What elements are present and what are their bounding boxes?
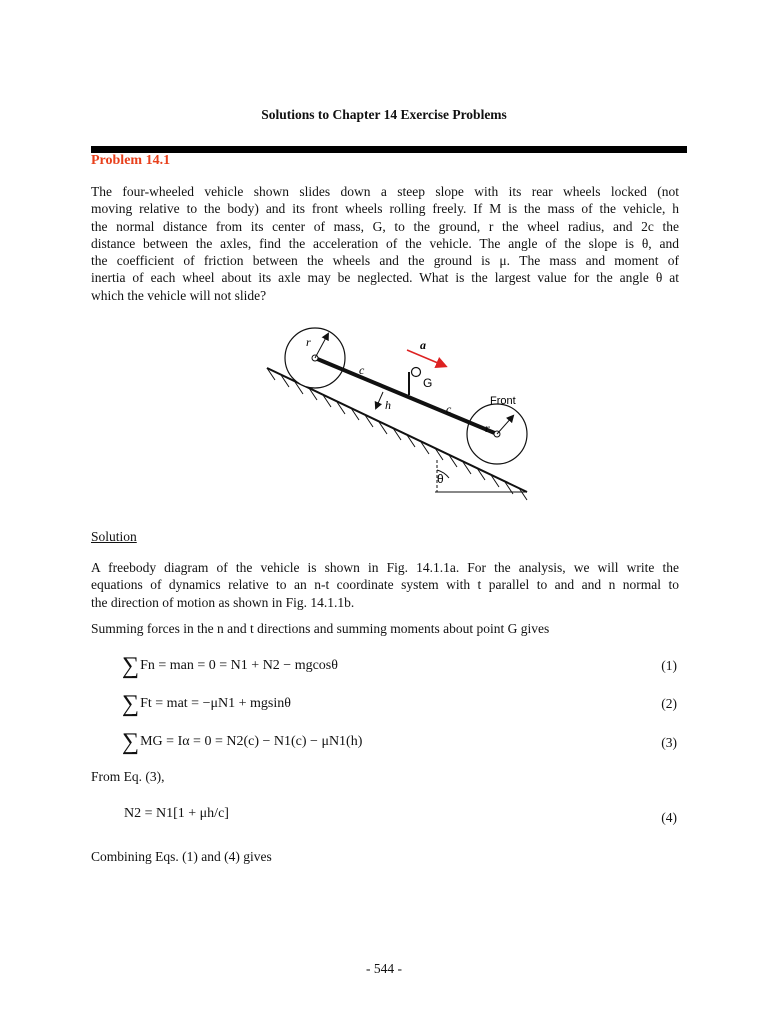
solution-intro <box>91 559 679 611</box>
problem-line: distance between the axles, find the acceleration of the vehicle. The angle of the slope is θ, and <box>91 235 679 251</box>
problem-line: inertia of each wheel about its axle may be neglected. What is the largest value for the angle θ at <box>91 270 679 286</box>
equation-4 <box>124 806 229 822</box>
center-of-mass <box>412 368 421 377</box>
equation-1 <box>122 653 338 680</box>
problem-heading: Problem 14.1 <box>91 153 171 168</box>
solution-heading: Solution <box>91 529 137 544</box>
theta-label: θ <box>437 472 444 486</box>
vehicle-slope-figure <box>255 320 545 510</box>
solution-line: equations of dynamics relative to an n-t coordinate system with t parallel to and and n normal to <box>91 577 679 593</box>
combining-text: Combining Eqs. (1) and (4) gives <box>91 849 272 864</box>
heading-rule <box>91 146 687 153</box>
problem-line: the normal distance from its center of mass, G, to the ground, r the wheel radius, and 2c the <box>91 218 679 234</box>
summing-text: Summing forces in the n and t directions and summing moments about point G gives <box>91 621 550 636</box>
page-number: - 544 - <box>366 961 402 976</box>
equation-4-text: N2 = N1[1 + μh/c] <box>124 806 229 821</box>
problem-line: moving relative to the body) and its front wheels rolling freely. If M is the mass of the vehicle, h <box>91 201 679 217</box>
page-title: Solutions to Chapter 14 Exercise Problems <box>261 107 507 122</box>
rear-radius-label: r <box>306 335 311 349</box>
equation-2-text: Ft = mat = −μN1 + mgsinθ <box>140 696 291 711</box>
equation-4-number: (4) <box>661 810 677 825</box>
sigma-symbol: ∑ <box>122 691 140 717</box>
c-label-front: c <box>446 402 452 416</box>
problem-line: the coefficient of friction between the wheels and the ground is μ. The mass and moment of <box>91 253 679 269</box>
problem-line: which the vehicle will not slide? <box>91 287 267 303</box>
h-dimension-arrow <box>376 392 383 408</box>
sigma-symbol: ∑ <box>122 729 140 755</box>
equation-3-number: (3) <box>661 735 677 750</box>
vehicle-body <box>315 358 497 434</box>
from-eq3-text: From Eq. (3), <box>91 769 165 784</box>
equation-1-number: (1) <box>661 658 677 673</box>
problem-statement <box>91 183 679 304</box>
solution-line: A freebody diagram of the vehicle is shown in Fig. 14.1.1a. For the analysis, we will write the <box>91 560 679 575</box>
c-label-rear: c <box>359 363 365 377</box>
acceleration-label: a <box>420 338 426 352</box>
solution-line: the direction of motion as shown in Fig. 14.1.1b. <box>91 594 355 610</box>
g-label: G <box>423 376 433 390</box>
acceleration-arrow <box>407 350 445 366</box>
equation-1-text: Fn = man = 0 = N1 + N2 − mgcosθ <box>140 658 338 673</box>
problem-line: The four-wheeled vehicle shown slides down a steep slope with its rear wheels locked (not <box>91 184 679 199</box>
equation-2-number: (2) <box>661 696 677 711</box>
equation-3 <box>122 729 362 756</box>
front-label: Front <box>490 395 516 407</box>
sigma-symbol: ∑ <box>122 653 140 679</box>
h-label: h <box>385 398 391 412</box>
front-radius-label: r <box>485 421 490 435</box>
equation-3-text: MG = Iα = 0 = N2(c) − N1(c) − μN1(h) <box>140 734 363 749</box>
equation-2 <box>122 691 291 718</box>
